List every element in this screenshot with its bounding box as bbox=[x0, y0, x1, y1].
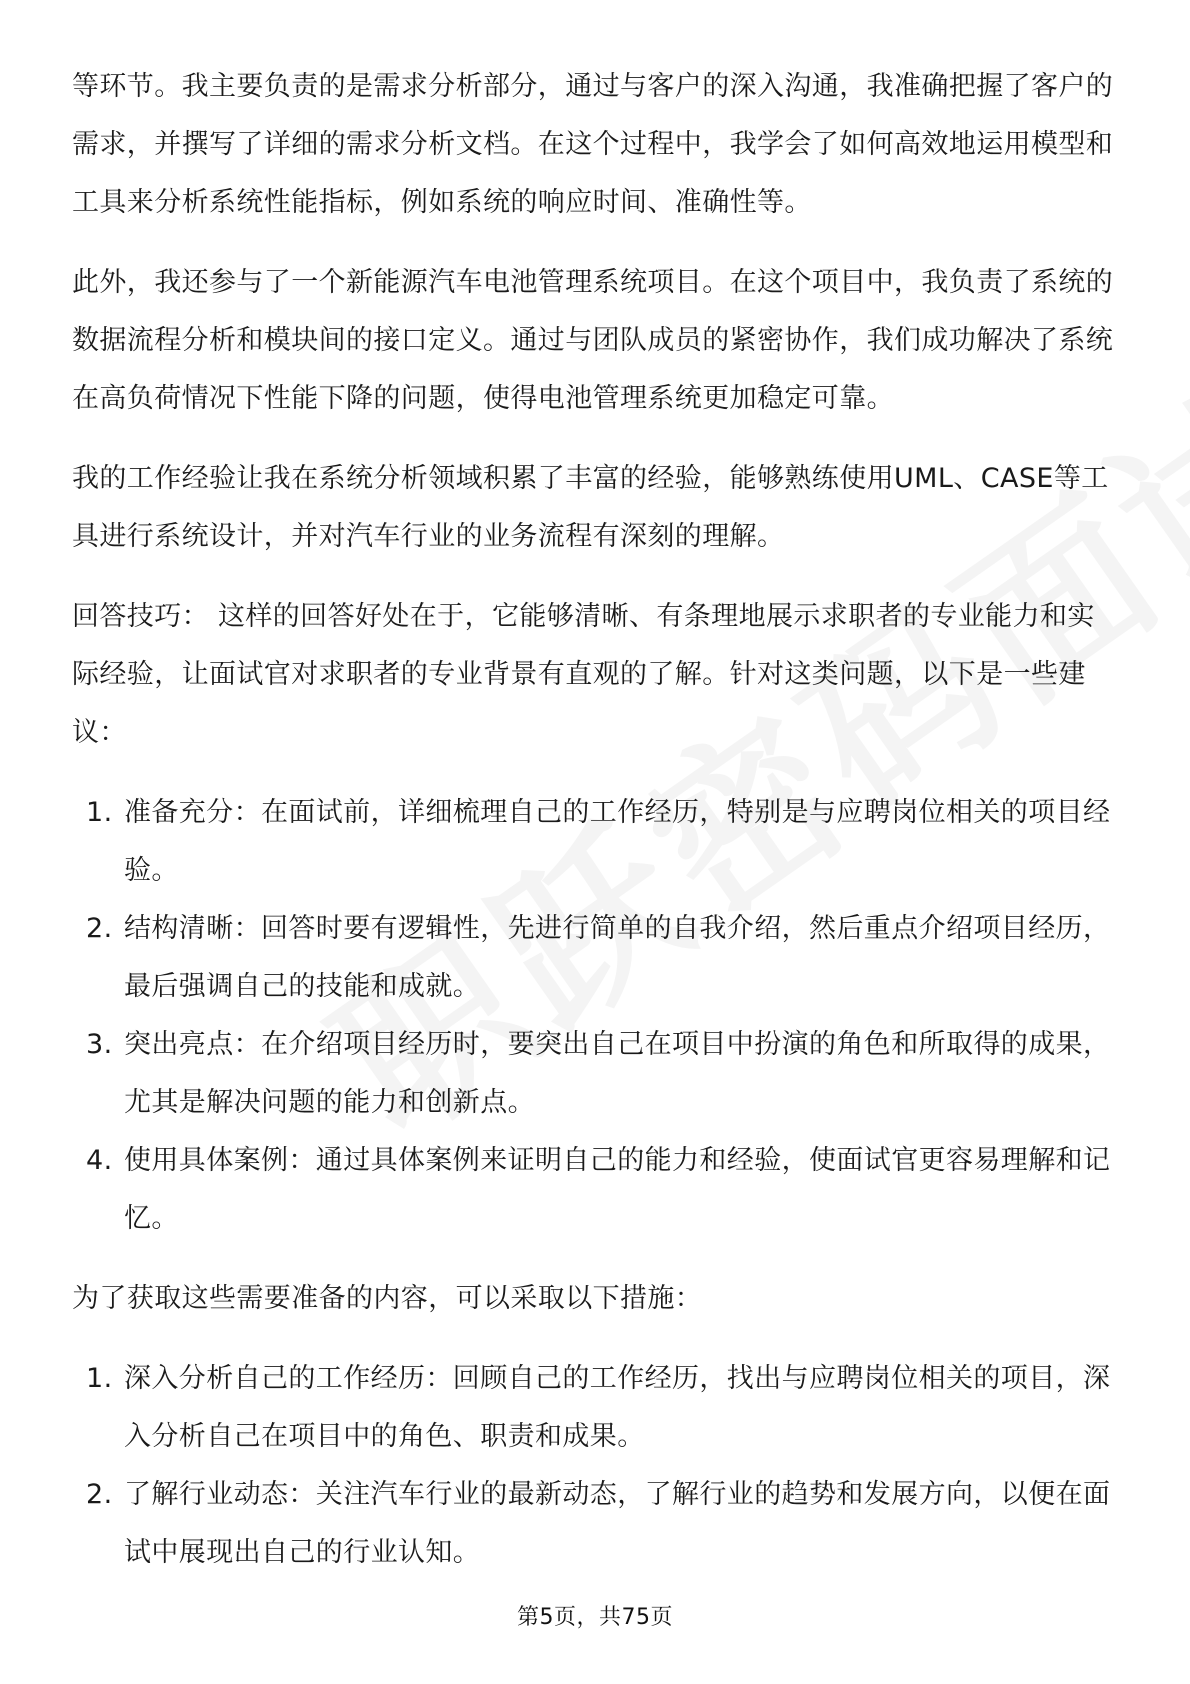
list-item-text: 了解行业动态：关注汽车行业的最新动态，了解行业的趋势和发展方向，以便在面试中展现出自己的行业认知。 bbox=[124, 1479, 1111, 1568]
list-item-number: 3. bbox=[86, 1029, 113, 1060]
list-item-number: 1. bbox=[86, 1363, 113, 1394]
paragraph-3: 我的工作经验让我在系统分析领域积累了丰富的经验，能够熟练使用UML、CASE等工具进行系统设计，并对汽车行业的业务流程有深刻的理解。 bbox=[72, 463, 1109, 552]
list-item-number: 2. bbox=[86, 913, 113, 944]
list-item bbox=[72, 1350, 1122, 1466]
list-item-number: 1. bbox=[86, 797, 113, 828]
paragraph-measures-intro: 为了获取这些需要准备的内容，可以采取以下措施： bbox=[72, 1283, 703, 1314]
paragraph-2: 此外，我还参与了一个新能源汽车电池管理系统项目。在这个项目中，我负责了系统的数据流程分析和模块间的接口定义。通过与团队成员的紧密协作，我们成功解决了系统在高负荷情况下性能下降的问题，使得电池管理系统更加稳定可靠。 bbox=[72, 267, 1114, 414]
list-item bbox=[72, 1132, 1122, 1248]
list-item bbox=[72, 1466, 1122, 1582]
list-item-text: 使用具体案例：通过具体案例来证明自己的能力和经验，使面试官更容易理解和记忆。 bbox=[124, 1145, 1111, 1234]
page-footer: 第5页，共75页 bbox=[517, 1605, 673, 1630]
paragraph-answer-tips: 回答技巧： 这样的回答好处在于，它能够清晰、有条理地展示求职者的专业能力和实际经验，让面试官对求职者的专业背景有直观的了解。针对这类问题，以下是一些建议： bbox=[72, 601, 1095, 748]
suggestion-list bbox=[72, 784, 1122, 1248]
list-item-number: 4. bbox=[86, 1145, 113, 1176]
document-body bbox=[72, 58, 1122, 1604]
list-item-text: 突出亮点：在介绍项目经历时，要突出自己在项目中扮演的角色和所取得的成果，尤其是解决问题的能力和创新点。 bbox=[124, 1029, 1111, 1118]
list-item-text: 结构清晰：回答时要有逻辑性，先进行简单的自我介绍，然后重点介绍项目经历，最后强调自己的技能和成就。 bbox=[124, 913, 1111, 1002]
list-item bbox=[72, 1016, 1122, 1132]
measures-list bbox=[72, 1350, 1122, 1582]
list-item-text: 深入分析自己的工作经历：回顾自己的工作经历，找出与应聘岗位相关的项目，深入分析自己在项目中的角色、职责和成果。 bbox=[124, 1363, 1111, 1452]
list-item bbox=[72, 784, 1122, 900]
list-item bbox=[72, 900, 1122, 1016]
list-item-text: 准备充分：在面试前，详细梳理自己的工作经历，特别是与应聘岗位相关的项目经验。 bbox=[124, 797, 1111, 886]
paragraph-1: 等环节。我主要负责的是需求分析部分，通过与客户的深入沟通，我准确把握了客户的需求，并撰写了详细的需求分析文档。在这个过程中，我学会了如何高效地运用模型和工具来分析系统性能指标，例如系统的响应时间、准确性等。 bbox=[72, 71, 1114, 218]
list-item-number: 2. bbox=[86, 1479, 113, 1510]
